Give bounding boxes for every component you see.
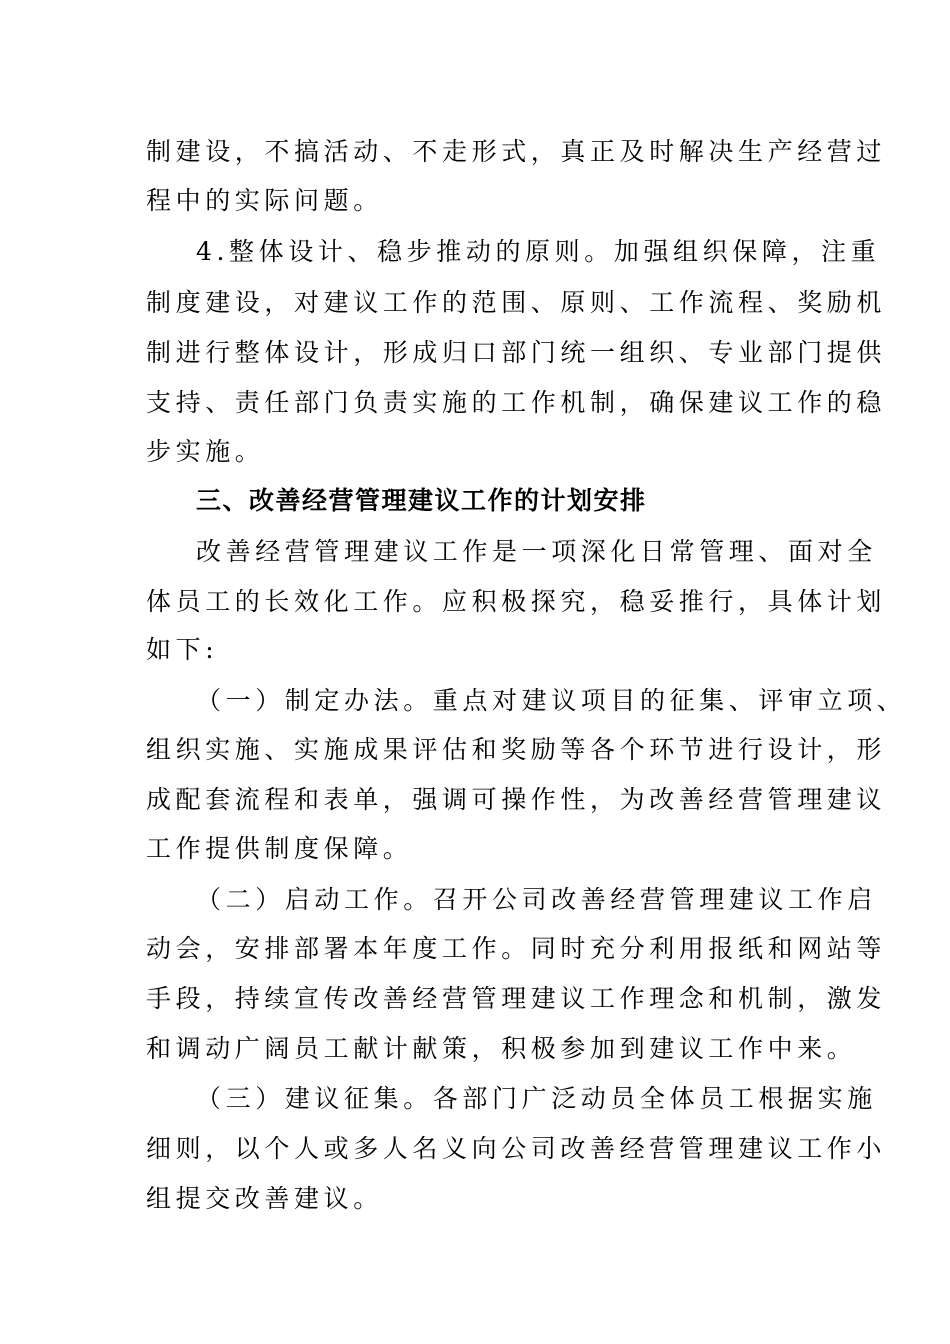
paragraph-line: 体员工的长效化工作。应积极探究，稳妥推行，具体计划 [146, 587, 887, 616]
paragraph-line: （一）制定办法。重点对建议项目的征集、评审立项、 [196, 686, 907, 715]
paragraph-line: 制建设，不搞活动、不走形式，真正及时解决生产经营过 [146, 137, 887, 166]
paragraph-line: 手段，持续宣传改善经营管理建议工作理念和机制，激发 [146, 984, 887, 1013]
paragraph-line: 改善经营管理建议工作是一项深化日常管理、面对全 [196, 537, 877, 566]
paragraph-line: 程中的实际问题。 [146, 186, 383, 215]
paragraph-line: 支持、责任部门负责实施的工作机制，确保建议工作的稳 [146, 388, 887, 417]
paragraph-line: 4.整体设计、稳步推动的原则。加强组织保障，注重 [196, 237, 881, 266]
paragraph-line: 制进行整体设计，形成归口部门统一组织、专业部门提供 [146, 338, 887, 367]
paragraph-line: 如下: [146, 635, 219, 664]
paragraph-line: 细则，以个人或多人名义向公司改善经营管理建议工作小 [146, 1134, 887, 1163]
paragraph-line: 动会，安排部署本年度工作。同时充分利用报纸和网站等 [146, 934, 887, 963]
paragraph-line: 成配套流程和表单，强调可操作性，为改善经营管理建议 [146, 785, 887, 814]
paragraph-line: 组织实施、实施成果评估和奖励等各个环节进行设计，形 [146, 735, 887, 764]
paragraph-line: 组提交改善建议。 [146, 1184, 383, 1213]
section-heading: 三、改善经营管理建议工作的计划安排 [196, 486, 647, 515]
paragraph-line: 工作提供制度保障。 [146, 834, 413, 863]
paragraph-line: （三）建议征集。各部门广泛动员全体员工根据实施 [196, 1084, 877, 1113]
paragraph-line: 步实施。 [146, 437, 265, 466]
paragraph-line: （二）启动工作。召开公司改善经营管理建议工作启 [196, 885, 877, 914]
paragraph-line: 制度建设，对建议工作的范围、原则、工作流程、奖励机 [146, 288, 887, 317]
paragraph-line: 和调动广阔员工献计献策，积极参加到建议工作中来。 [146, 1034, 857, 1063]
